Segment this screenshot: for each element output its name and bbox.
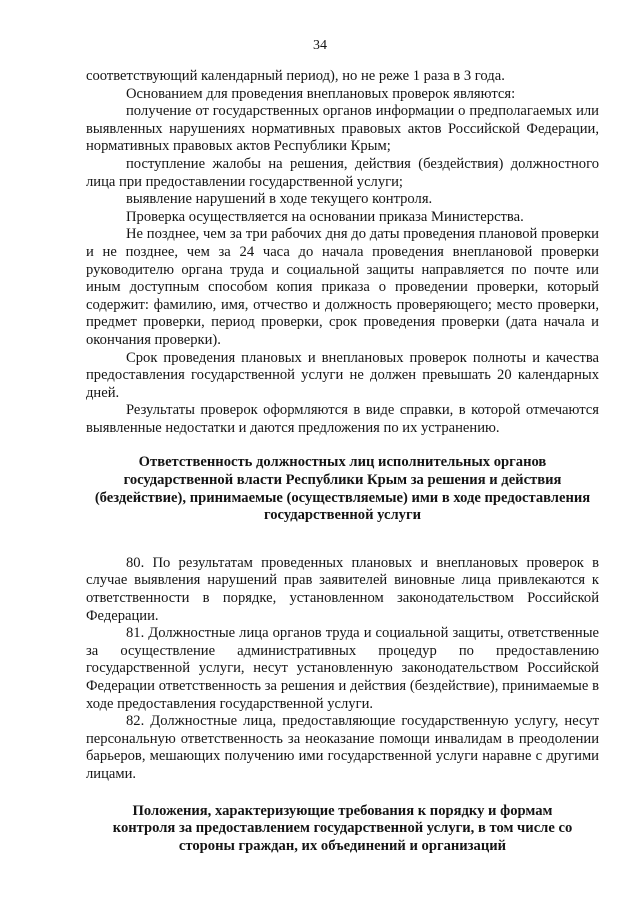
- page-number: 34: [313, 38, 327, 53]
- heading-line: Положения, характеризующие требования к порядку и формам: [132, 802, 553, 819]
- paragraph: Основанием для проведения внеплановых проверок являются:: [126, 85, 516, 102]
- heading-line: государственной власти Республики Крым за решения и действия: [123, 472, 562, 489]
- numbered-paragraph-82: 82. Должностные лица, предоставляющие государственную услугу, несут персональную ответственность за неоказание помощи инвалидам в преодолении барьеров, мешающих получению ими государственной услуги наравне с другими лицами.: [86, 713, 599, 782]
- heading-line: (бездействие), принимаемые (осуществляемые) ими в ходе предоставления: [94, 489, 591, 506]
- section-heading-responsibility: [86, 454, 599, 524]
- heading-line: стороны граждан, их объединений и организаций: [178, 837, 507, 854]
- numbered-paragraph-80: 80. По результатам проведенных плановых и внеплановых проверок в случае выявления нарушений прав заявителей виновные лица привлекаются к ответственности в порядке, установленном законодательством Российской Федерации.: [86, 554, 599, 624]
- heading-line: Ответственность должностных лиц исполнительных органов: [138, 454, 547, 471]
- heading-line: контроля за предоставлением государственной услуги, в том числе со: [112, 820, 573, 837]
- paragraph: поступление жалобы на решения, действия (бездействия) должностного лица при предоставлении государственной услуги;: [86, 155, 599, 190]
- heading-line: государственной услуги: [263, 507, 422, 524]
- numbered-paragraph-81: 81. Должностные лица органов труда и социальной защиты, ответственные за осуществление административных процедур по предоставлению государственной услуги, несут установленную законодательством Российской Федерации ответственность за решения и действия (бездействие), принимаемые в ходе предоставления государственной услуги.: [86, 625, 599, 712]
- paragraph: Результаты проверок оформляются в виде справки, в которой отмечаются выявленные недостатки и даются предложения по их устранению.: [86, 402, 599, 436]
- paragraph: Не позднее, чем за три рабочих дня до даты проведения плановой проверки и не позднее, чем за 24 часа до начала проведения внеплановой проверки руководителю органа труда и социальной защиты направляется по почте или иным доступным способом копия приказа о проведении проверки, который содержит: фамилию, имя, отчество и должность проверяющего; место проверки, предмет проверки, период проверки, срок проведения проверки (дата начала и окончания проверки).: [86, 226, 599, 348]
- document-body: [86, 68, 599, 855]
- paragraph: Срок проведения плановых и внеплановых проверок полноты и качества предоставления государственной услуги не должен превышать 20 календарных дней.: [86, 349, 599, 401]
- paragraph: выявление нарушений в ходе текущего контроля.: [126, 191, 433, 208]
- paragraph: Проверка осуществляется на основании приказа Министерства.: [126, 208, 524, 225]
- paragraph: получение от государственных органов информации о предполагаемых или выявленных нарушениях нормативных правовых актов Российской Федерации, нормативных правовых актов Республики Крым;: [86, 103, 599, 155]
- paragraph: соответствующий календарный период), но не реже 1 раза в 3 года.: [86, 68, 505, 84]
- section-heading-control: [86, 803, 599, 856]
